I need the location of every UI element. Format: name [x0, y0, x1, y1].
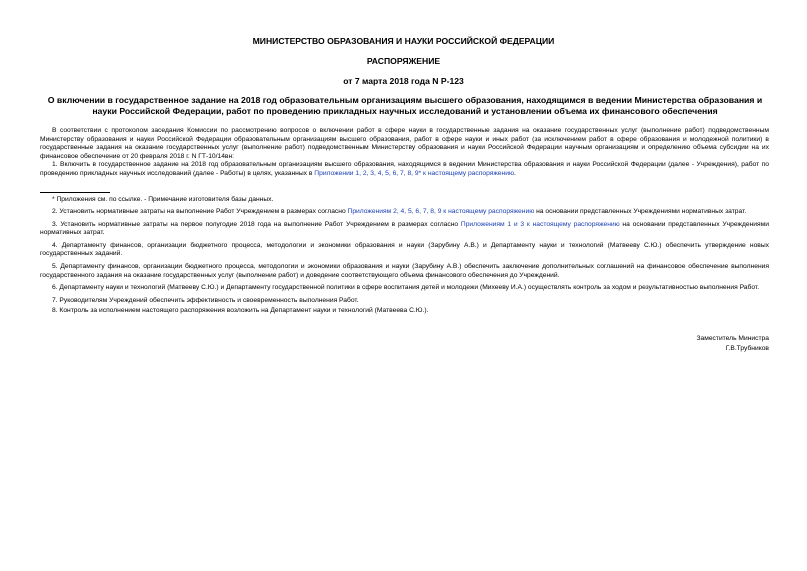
item-1-tail: . — [513, 169, 516, 177]
date-number-heading: от 7 марта 2018 года N Р-123 — [343, 76, 464, 86]
item-1-paragraph — [40, 161, 769, 178]
item-1-text: 1. Включить в государственное задание на 2018 год образовательным организациям высшего образования, находящимся в ведении Министерства образования и науки Российской Федерации (далее - Учреждения), работ по проведению прикладных научных исследований (далее - Работы) в целях, указанных в — [40, 161, 769, 177]
footnote-text: * Приложения см. по ссылке. - Примечание изготовителя базы данных. — [52, 196, 274, 203]
item-2-appendix-link[interactable]: Приложениям 2, 4, 5, 6, 7, 8, 9 к настоящему распоряжению — [347, 208, 535, 215]
item-1-appendix-link[interactable]: Приложении 1, 2, 3, 4, 5, 6, 7, 8, 9* к настоящему распоряжению — [314, 169, 514, 177]
item-3-paragraph — [40, 221, 769, 238]
ministry-heading: МИНИСТЕРСТВО ОБРАЗОВАНИЯ И НАУКИ РОССИЙСКОЙ ФЕДЕРАЦИИ — [252, 36, 555, 46]
document-type-heading: РАСПОРЯЖЕНИЕ — [366, 56, 441, 66]
item-3-tail: на основании представленных Учреждениями нормативных затрат. — [40, 220, 769, 237]
item-2-text: 2. Установить нормативные затраты на выполнение Работ Учреждением в размерах согласно — [52, 208, 348, 215]
item-6-paragraph: 6. Департаменту науки и технологий (Матвееву С.Ю.) и Департаменту государственной политики в сфере воспитания детей и молодежи (Михееву И.А.) осуществлять контроль за ходом и результативностью выполнения Работ. — [52, 284, 760, 292]
signatory-name: Г.В.Трубников — [725, 345, 769, 352]
preamble-paragraph: В соответствии с протоколом заседания Комиссии по рассмотрению вопросов о включении работ в сфере науки в государственные задания на оказание государственных услуг (выполнение работ) подведомственным Министерству образования и науки Российской Федерации образовательным организациям высшего образования, работ в сфере науки и иных работ (за исключением работ в сфере образования и молодежной политики) в государственные задания на оказание государственных услуг (выполнение работ) подведомственным Министерству образования и науки Российской Федерации научным организациям и определению объема субсидии на их финансовое обеспечение от 20 февраля 2018 г. N ГТ-10/14вн: — [40, 127, 769, 160]
item-5-paragraph: 5. Департаменту финансов, организации бюджетного процесса, методологии и экономики образования и науки (Зарубину А.В.) обеспечить заключение дополнительных соглашений на финансовое обеспечение выполнения государственного задания на оказание государственных услуг (выполнение работ) и доведение соответствующего объема финансового обеспечения до Учреждений. — [40, 262, 769, 279]
item-2-paragraph — [40, 208, 769, 217]
item-3-appendix-link[interactable]: Приложениям 1 и 3 к настоящему распоряжению — [460, 220, 620, 228]
item-7-paragraph: 7. Руководителям Учреждений обеспечить эффективность и своевременность выполнения Работ. — [52, 296, 359, 304]
item-8-paragraph: 8. Контроль за исполнением настоящего распоряжения возложить на Департамент науки и технологий (Матвеева С.Ю.). — [52, 307, 429, 315]
item-2-tail: на основании представленных Учреждениями нормативных затрат. — [534, 208, 747, 215]
footnote-divider — [40, 192, 110, 193]
footnote-block — [40, 196, 769, 205]
document-title: О включении в государственное задание на 2018 год образовательным организациям высшего образования, находящимся в ведении Министерства образования и науки Российской Федерации, работ по проведению прикладных научных исследований и установлении объема их финансового обеспечения — [47, 95, 763, 116]
document-body-items — [40, 208, 769, 316]
item-3-text: 3. Установить нормативные затраты на первое полугодие 2018 года на выполнение Работ Учреждением в размерах согласно — [52, 220, 461, 228]
signature-block — [696, 334, 769, 354]
signatory-position: Заместитель Министра — [696, 335, 769, 342]
document-body-top — [40, 127, 769, 179]
item-4-paragraph: 4. Департаменту финансов, организации бюджетного процесса, методологии и экономики образования и науки (Зарубину А.В.) и Департаменту науки и технологий (Матвееву С.Ю.) обеспечить утверждение новых государственных заданий. — [40, 241, 769, 258]
